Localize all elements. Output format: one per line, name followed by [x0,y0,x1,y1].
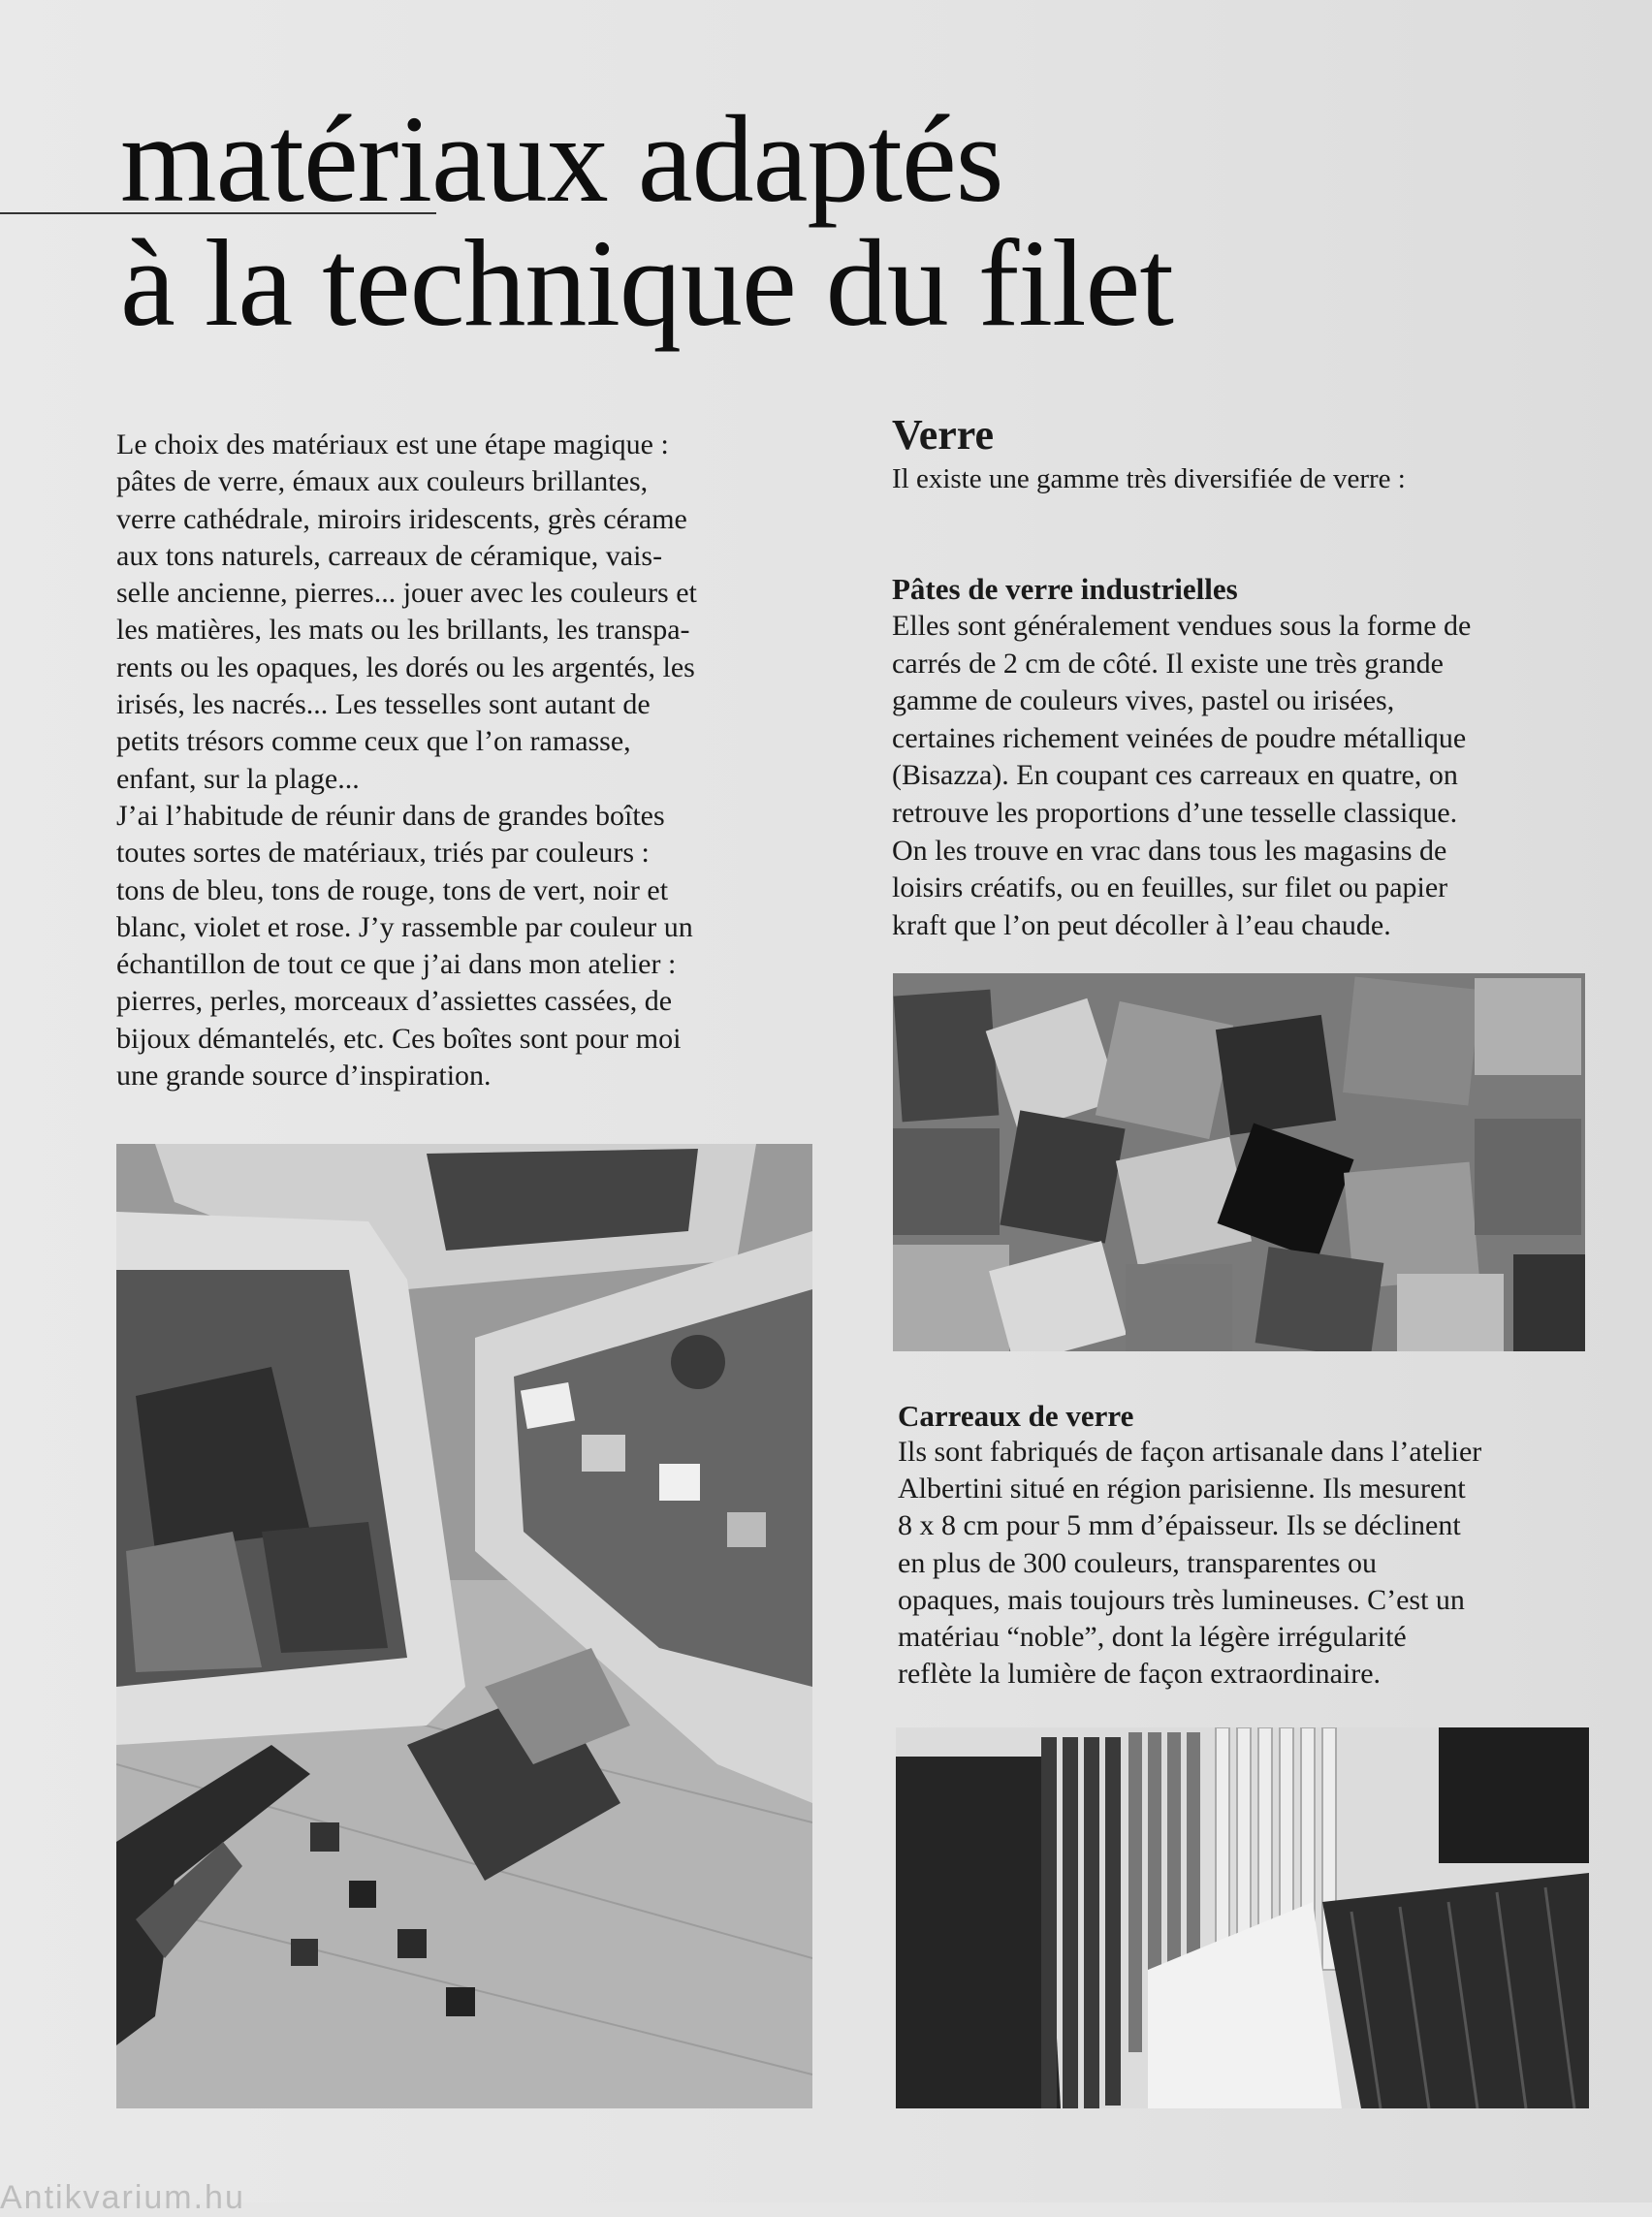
photo-material-trays [116,1144,812,2108]
intro-text [116,427,795,1094]
carreaux-de-verre-title: Carreaux de verre [898,1399,1134,1433]
photo-glass-tile-stacks [896,1727,1589,2108]
verre-heading: Verre [892,411,995,459]
intro-paragraph-2: J’ai l’habitude de réunir dans de grandes boîtes toutes sortes de matériaux, triés par couleurs : tons de bleu, tons de rouge, tons de vert, noir et blanc, violet et rose. J’y rassemble par couleur un échantillon de tout ce que j’ai dans mon atelier : pierres, perles, morceaux d’assiettes cassées, de bijoux démantelés, etc. Ces boîtes sont pour moi une grande source d’inspiration. [116,799,693,1093]
photo-glass-paste-tiles [893,973,1585,1351]
watermark-text: Antikvarium.hu [0,2179,245,2216]
intro-paragraph-1: Le choix des matériaux est une étape magique : pâtes de verre, émaux aux couleurs brillantes, verre cathédrale, miroirs iridescents, grès cérame aux tons naturels, carreaux de céramique, vais- selle ancienne, pierres... jouer avec les couleurs et les matières, les mats ou les brillants, les transpa- rents ou les opaques, les dorés ou les argentés, les irisés, les nacrés... Les tesselles sont autant de petits trésors comme ceux que l’on ramasse, enfant, sur la plage... [116,428,697,795]
title-line-1: matériaux adaptés [120,90,1003,228]
carreaux-de-verre-text: Ils sont fabriqués de façon artisanale dans l’atelier Albertini situé en région parisienne. Ils mesurent 8 x 8 cm pour 5 mm d’épaisseur. Ils se déclinent en plus de 300 couleurs, transparentes ou opaques, mais toujours très lumineuses. C’est un matériau “noble”, dont la légère irrégularité reflète la lumière de façon extraordinaire. [898,1436,1482,1691]
title-line-2: à la technique du filet [120,214,1173,352]
pates-de-verre-text: Elles sont généralement vendues sous la forme de carrés de 2 cm de côté. Il existe une très grande gamme de couleurs vives, pastel ou irisées, certaines richement veinées de poudre métallique (Bisazza). En coupant ces carreaux en quatre, on retrouve les proportions d’une tesselle classique. On les trouve en vrac dans tous les magasins de loisirs créatifs, ou en feuilles, sur filet ou papier kraft que l’on peut décoller à l’eau chaude. [892,610,1472,941]
page-title [120,90,1173,352]
verre-lead: Il existe une gamme très diversifiée de verre : [892,463,1406,494]
pates-de-verre-title: Pâtes de verre industrielles [892,572,1238,606]
